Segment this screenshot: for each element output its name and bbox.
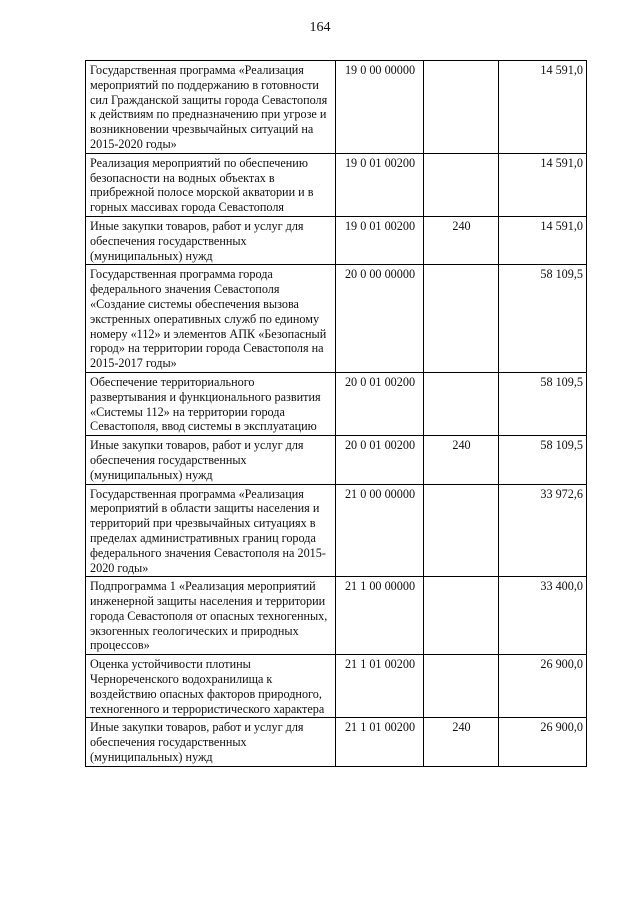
table-row [86, 265, 587, 373]
amount-cell: 14 591,0 [499, 61, 587, 154]
target-article-code-cell: 21 1 01 00200 [336, 718, 424, 766]
expense-type-cell [424, 577, 499, 655]
expense-type-cell: 240 [424, 216, 499, 264]
expense-type-cell [424, 265, 499, 373]
target-article-code-cell: 19 0 00 00000 [336, 61, 424, 154]
amount-cell: 58 109,5 [499, 265, 587, 373]
amount-cell: 26 900,0 [499, 655, 587, 718]
target-article-code-cell: 19 0 01 00200 [336, 216, 424, 264]
expense-type-cell [424, 153, 499, 216]
amount-cell: 14 591,0 [499, 216, 587, 264]
target-article-code-cell: 21 1 00 00000 [336, 577, 424, 655]
page-number: 164 [309, 20, 331, 35]
amount-cell: 58 109,5 [499, 436, 587, 484]
target-article-code-cell: 21 0 00 00000 [336, 484, 424, 577]
row-name-cell: Государственная программа «Реализация мероприятий по поддержанию в готовности сил Гражданской защиты города Севастополя к действиям по предназначению при угрозе и возникновении чрезвычайных ситуаций на 2015-2020 годы» [86, 61, 336, 154]
row-name-cell: Иные закупки товаров, работ и услуг для обеспечения государственных (муниципальных) нужд [86, 718, 336, 766]
row-name-cell: Государственная программа «Реализация мероприятий в области защиты населения и территорий при чрезвычайных ситуациях в пределах административных границ города федерального значения Севастополя на 2015-2020 годы» [86, 484, 336, 577]
amount-cell: 58 109,5 [499, 372, 587, 435]
expense-type-cell [424, 655, 499, 718]
table-row [86, 655, 587, 718]
row-name-cell: Оценка устойчивости плотины Чернореченского водохранилища к воздействию опасных факторов природного, техногенного и террористического характера [86, 655, 336, 718]
row-name-cell: Реализация мероприятий по обеспечению безопасности на водных объектах в прибрежной полосе морской акватории и в горных массивах города Севастополя [86, 153, 336, 216]
row-name-cell: Подпрограмма 1 «Реализация мероприятий инженерной защиты населения и территории города Севастополя от опасных техногенных, экзогенных геологических и природных процессов» [86, 577, 336, 655]
amount-cell: 33 400,0 [499, 577, 587, 655]
expense-type-cell: 240 [424, 718, 499, 766]
row-name-cell: Иные закупки товаров, работ и услуг для обеспечения государственных (муниципальных) нужд [86, 436, 336, 484]
target-article-code-cell: 20 0 00 00000 [336, 265, 424, 373]
table-row [86, 153, 587, 216]
row-name-cell: Обеспечение территориального развертывания и функционального развития «Системы 112» на территории города Севастополя, ввод системы в эксплуатацию [86, 372, 336, 435]
row-name-cell: Государственная программа города федерального значения Севастополя «Создание системы обеспечения вызова экстренных оперативных служб по единому номеру «112» и элементов АПК «Безопасный город» на территории города Севастополя на 2015-2017 годы» [86, 265, 336, 373]
table-row [86, 718, 587, 766]
target-article-code-cell: 21 1 01 00200 [336, 655, 424, 718]
target-article-code-cell: 20 0 01 00200 [336, 436, 424, 484]
expense-type-cell [424, 372, 499, 435]
target-article-code-cell: 19 0 01 00200 [336, 153, 424, 216]
table-row [86, 61, 587, 154]
expense-type-cell [424, 61, 499, 154]
table-row [86, 484, 587, 577]
table-row [86, 372, 587, 435]
row-name-cell: Иные закупки товаров, работ и услуг для обеспечения государственных (муниципальных) нужд [86, 216, 336, 264]
expense-type-cell: 240 [424, 436, 499, 484]
budget-table [85, 60, 587, 767]
expense-type-cell [424, 484, 499, 577]
table-row [86, 577, 587, 655]
table-row [86, 216, 587, 264]
target-article-code-cell: 20 0 01 00200 [336, 372, 424, 435]
amount-cell: 33 972,6 [499, 484, 587, 577]
table-row [86, 436, 587, 484]
amount-cell: 26 900,0 [499, 718, 587, 766]
amount-cell: 14 591,0 [499, 153, 587, 216]
